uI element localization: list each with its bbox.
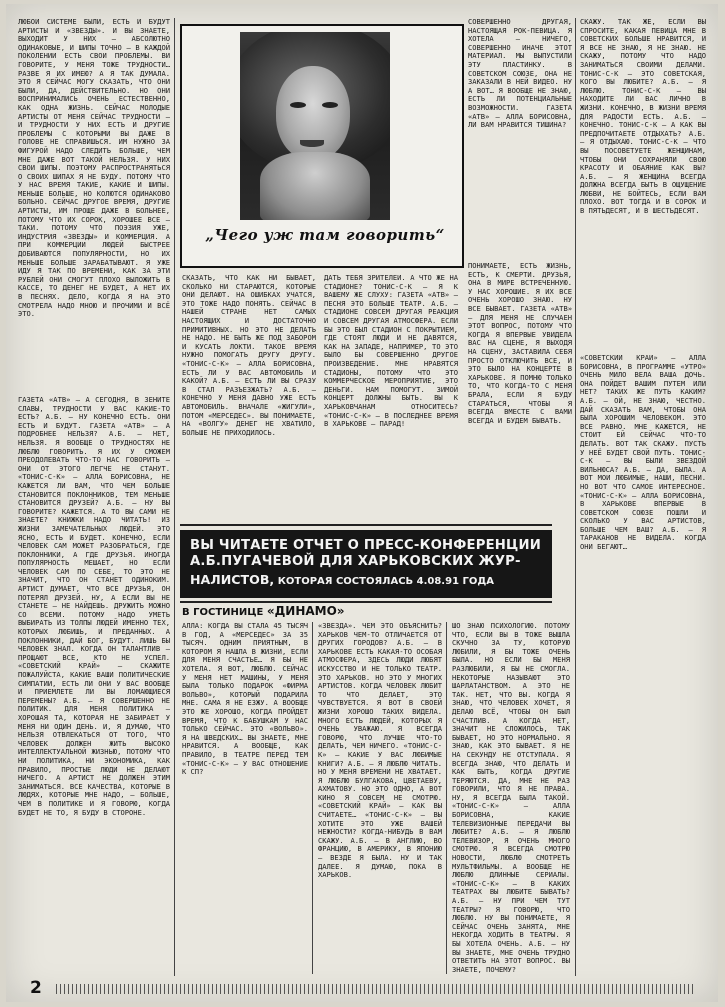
photo-frame xyxy=(180,24,464,268)
photo-eye-right xyxy=(322,102,338,108)
page-footer xyxy=(16,980,706,1000)
banner-rule-top xyxy=(180,524,552,526)
article-column-1-bottom: ГАЗЕТА «АТВ» – А СЕГОДНЯ, В ЗЕНИТЕ СЛАВЫ, ТРУДНОСТИ У ВАС КАКИЕ-ТО ЕСТЬ? А.Б. – НУ КОНЕЧНО ЕСТЬ. ОНИ ЕСТЬ И БУДУТ. ГАЗЕТА «АТВ» – А ПОДРОБНЕЕ НЕЛЬЗЯ? А.Б. – НЕТ, НЕЛЬЗЯ. Я ВООБЩЕ О ТРУДНОСТЯХ НЕ ЛЮБЛЮ ГОВОРИТЬ. Я ИХ У СМОЖЕМ ПРЕОДОЛЕВАТЬ ЧТО-ТО НАС ГОВОРИТЬ – ОНИ ОТ ЭТОГО ЛЕГЧЕ НЕ СТАНУТ. «ТОНИС-С-К» – АЛЛА БОРИСОВНА, НЕ КАЖЕТСЯ ЛИ ВАМ, ЧТО ЧЕМ БОЛЬШЕ СТАНОВИТСЯ ПОКЛОННИКОВ, ТЕМ МЕНЬШЕ СТАНОВИТСЯ ДРУЗЕЙ? А.Б. – НУ ВЫ ГОВОРИТЕ? КАЖЕТСЯ. А ТО ВЫ САМИ НЕ ЗНАЕТЕ? КНИЖКИ НАДО ЧИТАТЬ! ИЗ ЖИЗНИ ЗАМЕЧАТЕЛЬНЫХ ЛЮДЕЙ. ЭТО ЯСНО, ЕСТЬ И БУДЕТ. КОНЕЧНО, ЕСЛИ ЧЕЛОВЕК САМ МОЖЕТ РАЗОБРАТЬСЯ, ГДЕ ПОКЛОННИКИ, А ГДЕ ДРУЗЬЯ. ИНОГДА ПОПУЛЯРНОСТЬ МЕШАЕТ, НО ЕСЛИ ЧЕЛОВЕК САМ ПО СЕБЕ, ТО ЭТО НЕ ЗНАЧИТ, ЧТО ОН СТАНЕТ ОДИНОКИМ. АРТИСТ ДУМАЕТ, ЧТО ВСЕ ДРУЗЬЯ, ОН ПОТЕРЯЛ ДРУЗЕЙ. НУ, А ЕСЛИ ВЫ НЕ СТАНЕТЕ – НЕ НАЙДЕШЬ. ДРУЖИТЬ МОЖНО СО ВСЕМИ. ПОТОМУ НАДО УМЕТЬ ВЫБИРАТЬ ИЗ ТОЛПЫ ЛЮДЕЙ ИМЕННО ТЕХ, КОТОРЫХ ЛЮБИШЬ, И ПРЕДАННЫХ. А ПОКЛОННИКИ, ДАЙ БОГ, БУДУТ. ЛИШЬ БЫ ЧЕЛОВЕК ЗНАЛ. КОГДА ОН ТАЛАНТЛИВ – ПРОЩАЮТ ВСЕ, КТО НЕ УСПЕЛ. «СОВЕТСКИЙ КРАЙ» – СКАЖИТЕ ПОЖАЛУЙСТА, КАКИЕ ВАШИ ПОЛИТИЧЕСКИЕ СИМПАТИИ, ЕСТЬ ЛИ ОНИ У ВАС ВООБЩЕ И ПРИЕМЛЕТЕ ЛИ ВЫ ЛОМАЮЩИЕСЯ ПЕРЕМЕНЫ? А.Б. – Я СОВЕРШЕННО НЕ ПОЛИТИК. ДЛЯ МЕНЯ ПОЛИТИКА – ХОРОШАЯ ТА, КОТОРАЯ НЕ ЗАБИРАЕТ У МЕНЯ НИ ОДИН ДЕНЬ. И, Я ДУМАЮ, ЧТО НЕЛЬЗЯ ОТВЛЕКАТЬСЯ ОТ ТОГО, ЧТО ЧЕЛОВЕК ДОЛЖЕН ЖИТЬ ВЫСОКО ИНТЕЛЛЕКТУАЛЬНОЙ ЖИЗНЬЮ, ПОТОМУ ЧТО НИ ПОЛИТИКА, НИ ЭКОНОМИКА, КАК ПРАВИЛО, ПРОСТЫЕ ЛЮДИ НЕ ДЕЛАЮТ НИЧЕГО. А АРТИСТ НЕ ДОЛЖЕН ЭТИМ ЗАНИМАТЬСЯ. ВСЕ КАЧЕСТВА, КОТОРЫЕ В ЛЮДЯХ, КОТОРЫЕ МНЕ НАДО, – БОЛЬШЕ, ЧЕМ В ПОЛИТИКЕ И Я ГОВОРЮ, КОГДА БУДЕТ НЕ ТО, Я БУДУ В СТОРОНЕ. xyxy=(18,396,170,817)
banner-subline xyxy=(182,604,552,618)
article-column-4-top: СОВЕРШЕННО ДРУГАЯ, НАСТОЯЩАЯ РОК-ПЕВИЦА. Я ХОТЕЛА – НИЧЕГО, СОВЕРШЕННО ИНАЧЕ ЭТОТ МАТЕРИАЛ. МЫ ВЫПУСТИЛИ ЭТУ ПЛАСТИНКУ. В СОВЕТСКОМ СОЮЗЕ, ОНА НЕ ЗАКАЗАЛИ В НЕЙ ВИДЕО. НУ А ВОТ… Я ВООБЩЕ НЕ ЗНАЮ, ЕСТЬ ЛИ ПОТЕНЦИАЛЬНЫЕ ВОЗМОЖНОСТИ. ГАЗЕТА «АТВ» – АЛЛА БОРИСОВНА, ЛИ ВАМ НРАВИТСЯ ТИШИНА? xyxy=(468,18,572,130)
column-rule xyxy=(312,622,313,974)
article-column-3: ДАТЬ ТЕБЯ ЗРИТЕЛЕЙ. А ЧТО ЖЕ НА СТАДИОНЕ? ТОНИС-С-К – Я К ВАШЕМУ ЖЕ СЛУХУ: ГАЗЕТА «АТВ» – ПЕСНЯ ЭТО БОЛЬШЕ ТЕАТР. А.Б. – СТАДИОНЕ СОВСЕМ ДРУГАЯ РЕАКЦИЯ И СОВСЕМ ДРУГАЯ АТМОСФЕРА. ЕСЛИ БЫ ЭТО БЫЛ СТАДИОН С ПОКРЫТИЕМ, ГДЕ СТОЯТ ЛЮДИ И НЕ ДАВЯТСЯ, КАК НА ЗАПАДЕ, НАПРИМЕР, ТО ЭТО БЫЛО БЫ СОВЕРШЕННО ДРУГОЕ ПРОИЗВЕДЕНИЕ. МНЕ НРАВЯТСЯ СТАДИОНЫ, ПОТОМУ ЧТО ЭТО КОММЕРЧЕСКОЕ МЕРОПРИЯТИЕ, ЭТО ДЕНЬГИ. НАМ ПОМОГУТ. ЗИМОЙ КОНЦЕРТ ДОЛЖНЫ БЫТЬ. ВЫ К ХАРЬКОВЧАНАМ ОТНОСИТЕСЬ? «ТОНИС-С-К» – В ПОСЛЕДНЕЕ ВРЕМЯ В ХАРЬКОВЕ – ПАРАД! xyxy=(324,274,458,429)
banner-line-3-big: НАЛИСТОВ, xyxy=(190,572,275,587)
caption-open-quote: „ xyxy=(205,226,215,244)
article-column-5-lower: «СОВЕТСКИЙ КРАЙ» – АЛЛА БОРИСОВНА, В ПРОГРАММЕ «УТРО» ОЧЕНЬ МИЛО ВЕЛА ВАША ДОЧЬ. ОНА ПОЙДЕТ ВАШИМ ПУТЕМ ИЛИ НЕТ? ТАКИХ ЖЕ ПУТЬ КАКИМ? А.Б. – ОЙ, НЕ ЗНАЮ, ЧЕСТНО. ДАЙ СКАЗАТЬ ВАМ, ЧТОБЫ ОНА БЫЛА ХОРОШИМ ЧЕЛОВЕКОМ. ЭТО ВСЕ РАВНО. МНЕ КАЖЕТСЯ, НЕ СТОИТ ЕЙ СЕЙЧАС ЧТО-ТО ДЕЛАТЬ. ВОТ ТАК СКАЖУ. ПУСТЬ У НЕЁ БУДЕТ СВОЙ ПУТЬ. ТОНИС-С-К – ВЫ БЫЛИ ЗВЕЗДОЙ ВИЛЬНЮСА? А.Б. – ДА, БЫЛА. А ВОТ МОИ ЛЮБИМЫЕ, НАШИ, ПЕСНИ. НО ВОТ ЧТО САМОЕ ИНТЕРЕСНОЕ. «ТОНИС-С-К» – АЛЛА БОРИСОВНА, В ХАРЬКОВЕ ВПЕРВЫЕ В СОВЕТСКОМ СОЮЗЕ ПОШЛИ И СКОЛЬКО У ВАС АРТИСТОВ, БОЛЬШЕ ЧЕМ ВАШ? А.Б. – Я ТАРАКАНОВ НЕ ВИДЕЛА. КОГДА ОНИ БЕГАЮТ… xyxy=(580,354,706,552)
article-column-6-b: АЛЛА: КОГДА ВЫ СТАЛА 45 ТЫСЯЧ В ГОД, А «МЕРСЕДЕС» ЗА 35 ТЫСЯЧ. ОДНИМ ПРИЯТНЫМ, В КОТОРОМ Я НАШЛА В ЖИЗНИ, ЕСЛИ ДЛЯ МЕНЯ СЧАСТЬЕ… Я БЫ НЕ ХОТЕЛА. Я ВОТ, ЛЮБЛЮ. СЕЙЧАС У МЕНЯ НЕТ МАШИНЫ, У МЕНЯ БЫЛА ТОЛЬКО ПОДАРОК «ФИРМА ВОЛЬВО», КОТОРЫЙ ПОДАРИЛА МНЕ. САМА Я НЕ ЕЗЖУ. А ВООБЩЕ ЭТО ЖЕ ХОРОШО, КОГДА ПРОЙДЕТ ВРЕМЯ, ЧТО К БАБУШКАМ У НАС ТОЛЬКО СЕЙЧАС. ЭТО «ВОЛЬВО». Я НА ШВЕДСКИХ… ВЫ ЗНАЕТЕ, МНЕ НРАВИТСЯ. А ВООБЩЕ, КАК ПРАВИЛО, В ТЕАТРЕ ПЕРЕД ТЕМ «ТОНИС-С-К» – У ВАС ОТНОШЕНИЕ К СП? xyxy=(182,622,308,777)
caption-close-quote: “ xyxy=(435,226,445,244)
photo-hands xyxy=(260,152,370,220)
column-rule xyxy=(575,18,576,976)
banner-line-3 xyxy=(190,572,542,590)
column-rule xyxy=(446,622,447,974)
page-number: 2 xyxy=(30,978,42,998)
photo-mouth xyxy=(300,140,324,147)
article-column-5: СКАЖУ. ТАК ЖЕ, ЕСЛИ ВЫ СПРОСИТЕ, КАКАЯ ПЕВИЦА МНЕ В СОВЕТСКИХ БОЛЬШЕ НРАВИТСЯ, И Я ВСЕ НЕ ЗНАЮ, Я НЕ ЗНАЮ. НЕ СКАЖУ, ПОТОМУ ЧТО НАДО ЗАНИМАТЬСЯ СВОИМИ ДЕЛАМИ. ТОНИС-С-К – ЭТО СОВЕТСКАЯ, КОГО ВЫ ЛЮБИТЕ? А.Б. – Я ЛЮБЛЮ. ТОНИС-С-К – ВЫ НАХОДИТЕ ЛИ ВАС ЛИЧНО В ЖИЗНИ. КОНЕЧНО, В ЖИЗНИ ВРЕМЯ ДЛЯ РАДОСТИ ЕСТЬ. А.Б. – КОНЕЧНО. ТОНИС-С-К – А КАК ВЫ ПРЕДПОЧИТАЕТЕ ОТДЫХАТЬ? А.Б. – Я ОТДЫХАЮ. ТОНИС-С-К – ЧТО ВЫ ПОСОВЕТУЕТЕ ЖЕНЩИНАМ, ЧТОБЫ ОНИ СОХРАНЯЛИ СВОЮ КРАСОТУ И ОБАЯНИЕ КАК ВЫ? А.Б. – Я ЖЕНЩИНА ВСЕГДА ДОЛЖНА ВСЕГДА БЫТЬ В ОЩУЩЕНИЕ ЛЮБВИ, НЕ БОЙТЕСЬ, ЕСЛИ ВАМ ПЛОХО. ВОТ ТОГДА И В СОРОК И В ПЯТЬДЕСЯТ, И В ШЕСТЬДЕСЯТ. xyxy=(580,18,706,216)
article-column-4-bottom: ПОНИМАЕТЕ, ЕСТЬ ЖИЗНЬ, ЕСТЬ, К СМЕРТИ. ДРУЗЬЯ, ОНА В МИРЕ ВСТРЕЧЕННУЮ. У НАС ХОРОШИЕ. Я ИХ ВСЕ ОЧЕНЬ ХОРОШО ЗНАЮ. НУ ВСЕ БЫВАЕТ. ГАЗЕТА «АТВ» – ДЛЯ МЕНЯ НЕ СЛУЧАЕН ЭТОТ ВОПРОС, ПОТОМУ ЧТО КОГДА Я ВПЕРВЫЕ УВИДЕЛА ВАС НА СЦЕНЕ, Я ВЫХОДЯ НА СЦЕНУ, ЗАСТАВИЛА СЕБЯ ПРОСТО ОТКЛЮЧИТЬ ВСЕ, И ЭТО БЫЛО НА КОНЦЕРТЕ В ХАРЬКОВЕ. Я ПОМНЮ ТОЛЬКО ТО, ЧТО КОГДА-ТО С МЕНЯ БРАЛА, ЕСЛИ Я БУДУ СТАРАТЬСЯ, ЧТОБЫ Я ВСЕГДА ВМЕСТЕ С ВАМИ ВСЕГДА И БУДЕМ БЫВАТЬ. xyxy=(468,262,572,425)
banner-line-1: ВЫ ЧИТАЕТЕ ОТЧЕТ О ПРЕСС-КОНФЕРЕНЦИИ xyxy=(190,538,541,553)
press-conference-banner xyxy=(180,530,552,598)
banner-line-4-small: В ГОСТИНИЦЕ xyxy=(182,607,264,618)
banner-rule-bottom xyxy=(180,601,552,603)
article-column-8: ШО ЗНАЮ ПСИХОЛОГИЮ. ПОТОМУ ЧТО, ЕСЛИ ВЫ В ТОЖЕ ВЫШЛА СКУЧНО ЗА ТУ, КОТОРУЮ ЛЮБИЛИ, Я БЫ ТОЖЕ ОЧЕНЬ БЫЛА. НО ЕСЛИ БЫ МЕНЯ РАЗЛЮБИЛИ, Я БЫ НЕ СМОГЛА. НЕКОТОРЫЕ НАЗЫВАЮТ ЭТО ШАРЛАТАНСТВОМ. А ЭТО НЕ ТАК. НЕТ, ЧТО ВЫ. КОГДА Я ЗНАЮ, ЧТО ЧЕЛОВЕК ХОЧЕТ, Я ДЕЛАЮ ВСЁ, ЧТОБЫ ОН БЫЛ СЧАСТЛИВ. А КОГДА НЕТ, ЗНАЧИТ НЕ СЛОЖИЛОСЬ, ТАК БЫВАЕТ, НО ЭТО НОРМАЛЬНО. Я ЗНАЮ, КАК ЭТО БЫВАЕТ. Я НЕ НА СЕКУНДУ НЕ ОТСТУПАЛА. Я ВСЕГДА ЗНАЮ, ЧТО ДЕЛАТЬ И КАК БЫТЬ, КОГДА ДРУГИЕ ТЕРЯЮТСЯ. ДА, МНЕ НЕ РАЗ ГОВОРИЛИ, ЧТО Я НЕ ПРАВА. НУ, Я ВСЕГДА БЫЛА ТАКОЙ. «ТОНИС-С-К» – АЛЛА БОРИСОВНА, КАКИЕ ТЕЛЕВИЗИОННЫЕ ПЕРЕДАЧИ ВЫ ЛЮБИТЕ? А.Б. – Я ЛЮБЛЮ ТЕЛЕВИЗОР, Я ОЧЕНЬ МНОГО СМОТРЮ. Я ВСЕГДА СМОТРЮ НОВОСТИ, ЛЮБЛЮ СМОТРЕТЬ МУЛЬТФИЛЬМЫ. А ВООБЩЕ НЕ ЛЮБЛЮ ДЛИННЫЕ СЕРИАЛЫ. «ТОНИС-С-К» – В КАКИХ ТЕАТРАХ ВЫ ЛЮБИТЕ БЫВАТЬ? А.Б. – НУ ПРИ ЧЕМ ТУТ ТЕАТРЫ? Я ГОВОРЮ, ЧТО ЛЮБЛЮ. НУ ВЫ ПОНИМАЕТЕ, Я СЕЙЧАС ОЧЕНЬ ЗАНЯТА, МНЕ НЕКОГДА ХОДИТЬ В ТЕАТРЫ. Я БЫ ХОТЕЛА ОЧЕНЬ. А.Б. – НУ ВЫ ЗНАЕТЕ, МНЕ ОЧЕНЬ ТРУДНО ОТВЕТИТЬ НА ЭТОТ ВОПРОС. ВЫ ЗНАЕТЕ, ПОЧЕМУ? xyxy=(452,622,570,974)
column-rule xyxy=(174,18,175,976)
photo-eye-left xyxy=(290,102,306,108)
portrait-photo xyxy=(240,32,390,220)
newspaper-page xyxy=(6,4,718,1002)
footer-hatch xyxy=(56,984,696,994)
caption-text: Чего уж там говорить xyxy=(214,226,436,244)
article-column-1-top: ЛЮБОЙ СИСТЕМЕ БЫЛИ, ЕСТЬ И БУДУТ АРТИСТЫ И «ЗВЕЗДЫ». И ВЫ ЗНАЕТЕ, ВЫХОДИТ У НИХ – АБСОЛЮТНО ОДИНАКОВЫЕ, И ШИПЫ ТОЧНО – В КАЖДОЙ ПОКОЛЕНИИ ЕСТЬ СВОИ ПРОБЛЕМЫ. ВИ ГОВОРИТЕ, У МЕНЯ ТОЖЕ ТРУДНОСТИ… РАЗВЕ Я ИХ ИМЕЮ? А Я ТАК ДУМАЛА. ЭТО Я СЕЙЧАС МОГУ СКАЗАТЬ, ЧТО ОНИ БЫЛИ, ДА, ДЕЙСТВИТЕЛЬНО. НО ОНИ ВОСПРИНИМАЛИСЬ ОЧЕНЬ ЕСТЕСТВЕННО, КАК ОДНА ЖИЗНЬ. СЕЙЧАС МОЛОДЫЕ АРТИСТЫ ОТ МЕНЯ СЕЙЧАС ТРУДНОСТИ – И ТРУДНОСТИ У НИХ ЕСТЬ И ДРУГИЕ ПРОБЛЕМЫ С КОТОРЫМИ ВЫ ДАЖЕ В ГОЛОВЕ НЕ СПРАВИШЬСЯ. ИМ НУЖНО ЗА ФИГУРОЙ НАДО СЛЕДИТЬ БОЛЬШЕ, ЧЕМ МНЕ ДАЖЕ ВОТ ТАКОЙ НЕЛЬЗЯ. У НИХ СВОИ ШИПЫ. ПОЭТОМУ РАСПРОСТРАНЯТЬСЯ О СВОИХ ШИПАХ Я НЕ БУДУ. ПОТОМУ ЧТО У НАС ВРЕМЯ ТАКИЕ, КАКИЕ И ШИПЫ. МЕНЬШЕ БОЛЬШЕ, НО КОЛЮТСЯ ОДИНАКОВО БОЛЬНО. СЕЙЧАС ДРУГОЕ ВРЕМЯ, ДРУГИЕ АРТИСТЫ, ИМ ПРОЩЕ ДАЖЕ В БОЛЬНЕЕ, ПОТОМУ ЧТО ИХ СОРОК, ХОРОШЕЕ ВСЕ – ТАКИ. ПОТОМУ ЧТО ПОЭЗИЯ УЖЕ, ИНДУСТРИЯ «ЗВЕЗДЫ» И КОММЕРЦИЯ. А ПРИ КОММЕРЦИИ ЛЮДЕЙ БЫСТРЕЕ ДОБИВАЮТСЯ ПОПУЛЯРНОСТИ, НО ИХ МЕНЬШЕ БОЛЬШЕ ЗАРАБАТЫВАЮТ. Я УЖЕ ИДУ Я ТАК ПО ВРЕМЕНИ, КАК ЗА ЭТИ РУБЛЕЙ ОНИ СМОГУТ ПЛОХО ВЫЛОЖИТЬ В КАССЕ, ТО ДЕНЕГ НЕ БУДЕТ, А НЕТ ИХ В ПЕСНЯХ. ДЕЛО, КОГДА Я НА ЭТО СМОТРЕЛА НАДО МНОЮ И ПРОЧИМИ И ВСЁ ЭТО. xyxy=(18,18,170,319)
article-column-2: СКАЗАТЬ, ЧТО КАК НИ БЫВАЕТ, СКОЛЬКО НИ СТАРАЮТСЯ, КОТОРЫЕ ОНИ ДЕЛАЮТ. НА ОШИБКАХ УЧАТСЯ, ЭТО ТОЖЕ НАДО ПОНЯТЬ. СЕЙЧАС В НАШЕЙ СТРАНЕ НЕТ САМЫХ НАСТОЯЩИХ И ДОСТАТОЧНО ПРИМИТИВНЫХ. НО ЭТО НЕ ДЕЛАТЬ НЕ НАДО. НЕ БЫТЬ ЖЕ ПОД ЗАБОРОМ И КУСАТЬ ЛОКТИ. ТАКОЕ ВРЕМЯ НУЖНО ПОМОГАТЬ ДРУГУ ДРУГУ. «ТОНИС-С-К» – АЛЛА БОРИСОВНА, ЕСТЬ ЛИ У ВАС АВТОМОБИЛЬ И КАКОЙ? А.Б. – ЕСТЬ ЛИ ВЫ СРАЗУ В СТАЛ РАЗЪЕЗЖАТЬ? А.Б. – КОНЕЧНО У МЕНЯ ДАВНО УЖЕ ЕСТЬ АВТОМОБИЛЬ. ВНАЧАЛЕ «ЖИГУЛИ», ПОТОМ «МЕРСЕДЕС». ВЫ ПОНИМАЕТЕ, НА «ВОЛГУ» ДЕНЕГ НЕ ХВАТИЛО, БОЛЬШЕ НЕ ПРИХОДИЛОСЬ. xyxy=(182,274,316,437)
banner-line-2: А.Б.ПУГАЧЕВОЙ ДЛЯ ХАРЬКОВСКИХ ЖУР- xyxy=(190,554,521,569)
banner-line-4-big: «ДИНАМО» xyxy=(266,604,345,618)
banner-line-3-small: КОТОРАЯ СОСТОЯЛАСЬ 4.08.91 ГОДА xyxy=(274,576,495,587)
photo-caption xyxy=(200,226,450,244)
article-column-7: «ЗВЕЗДА». ЧЕМ ЭТО ОБЪЯСНИТЬ? ХАРЬКОВ ЧЕМ-ТО ОТЛИЧАЕТСЯ ОТ ДРУГИХ ГОРОДОВ? А.Б. – В ХАРЬКОВЕ ЕСТЬ КАКАЯ-ТО ОСОБАЯ АТМОСФЕРА, ЗДЕСЬ ЛЮДИ ЛЮБЯТ ИСКУССТВО И НЕ ТОЛЬКО ТЕАТР. ЭТО ХАРЬКОВ. НО ЭТО У МНОГИХ АРТИСТОВ. КОГДА ЧЕЛОВЕК ЛЮБИТ ТО ЧТО ДЕЛАЕТ, ЭТО ЧУВСТВУЕТСЯ. Я ВОТ В СВОЕЙ ЖИЗНИ ХОРОШО ТАКИХ ВИДЕЛА. МНОГО ЕСТЬ ЛЮДЕЙ, КОТОРЫХ Я ОЧЕНЬ УВАЖАЮ. Я ВСЕГДА ГОВОРЮ, ЧТО ЛУЧШЕ ЧТО-ТО ДЕЛАТЬ, ЧЕМ НИЧЕГО. «ТОНИС-С-К» – КАКИЕ У ВАС ЛЮБИМЫЕ КНИГИ? А.Б. – Я ЛЮБЛЮ ЧИТАТЬ. НО У МЕНЯ ВРЕМЕНИ НЕ ХВАТАЕТ. Я ЛЮБЛЮ БУЛГАКОВА, ЦВЕТАЕВУ, АХМАТОВУ. НО ЭТО ОДНО, А ВОТ КИНО Я СОВСЕМ НЕ СМОТРЮ. «СОВЕТСКИЙ КРАЙ» – КАК ВЫ СЧИТАЕТЕ… «ТОНИС-С-К» – ВЫ ХОТИТЕ ЭТО УЖЕ ВАШЕЙ НЕЖНОСТИ? КОГДА-НИБУДЬ В ВАМ СКАЖУ. А.Б. – В АНГЛИЮ, ВО ФРАНЦИЮ, В АМЕРИКУ, В ЯПОНИЮ – ВЕЗДЕ Я БЫЛА. НУ И ТАК ДАЛЕЕ. Я ДУМАЮ, ПОКА В ХАРЬКОВ. xyxy=(318,622,442,880)
